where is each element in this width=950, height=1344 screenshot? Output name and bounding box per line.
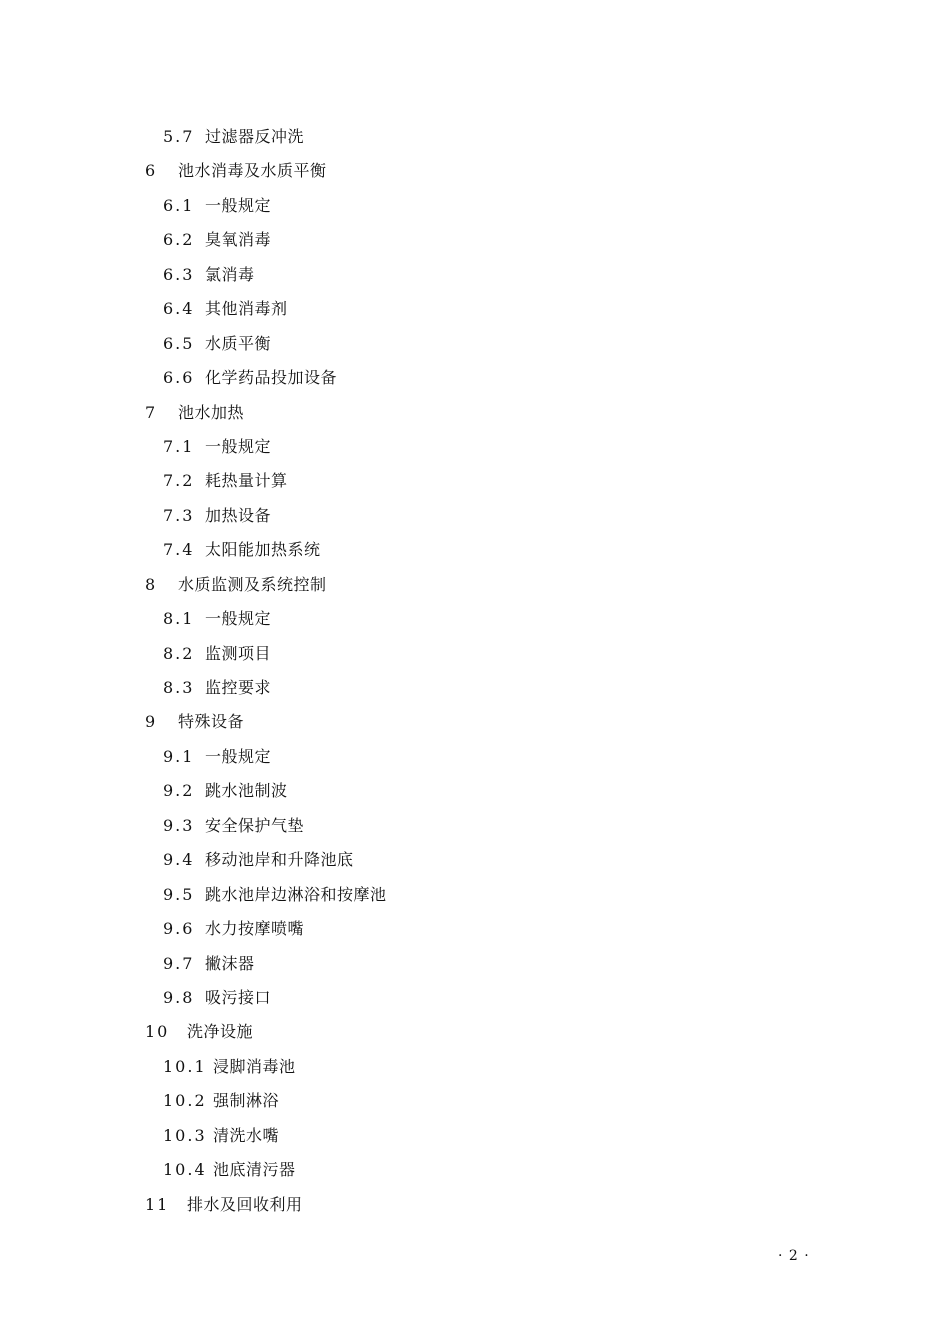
toc-number: 7.2 <box>163 471 195 491</box>
toc-entry <box>0 740 950 774</box>
toc-entry <box>0 464 950 498</box>
toc-title: 洗净设施 <box>187 1022 254 1042</box>
toc-title: 池底清污器 <box>213 1160 296 1180</box>
toc-number: 7.4 <box>163 540 195 560</box>
toc-number: 8 <box>145 574 158 594</box>
toc-entry <box>0 1084 950 1118</box>
toc-title: 池水消毒及水质平衡 <box>178 161 327 181</box>
toc-title: 化学药品投加设备 <box>205 368 338 388</box>
toc-number: 9.1 <box>163 746 195 766</box>
toc-title: 清洗水嘴 <box>213 1125 280 1145</box>
toc-number: 9.2 <box>163 781 195 801</box>
toc-title: 移动池岸和升降池底 <box>205 850 354 870</box>
toc-number: 10.4 <box>163 1160 207 1180</box>
toc-chapter <box>0 1188 950 1222</box>
toc-number: 6.3 <box>163 264 195 284</box>
toc-title: 浸脚消毒池 <box>213 1056 296 1076</box>
toc-number: 9.5 <box>163 884 195 904</box>
toc-title: 特殊设备 <box>178 712 245 732</box>
toc-number: 10 <box>145 1022 170 1042</box>
toc-title: 臭氧消毒 <box>205 230 272 250</box>
toc-entry <box>0 258 950 292</box>
toc-entry <box>0 671 950 705</box>
toc-title: 水力按摩喷嘴 <box>205 919 305 939</box>
toc-number: 10.2 <box>163 1091 207 1111</box>
toc-entry <box>0 774 950 808</box>
toc-entry <box>0 809 950 843</box>
toc-number: 6.4 <box>163 299 195 319</box>
toc-number: 7.3 <box>163 505 195 525</box>
toc-title: 排水及回收利用 <box>187 1194 303 1214</box>
toc-title: 强制淋浴 <box>213 1091 280 1111</box>
toc-chapter <box>0 705 950 739</box>
toc-number: 9.7 <box>163 953 195 973</box>
toc-entry <box>0 878 950 912</box>
toc-title: 池水加热 <box>178 402 245 422</box>
toc-number: 9.4 <box>163 850 195 870</box>
toc-title: 撇沫器 <box>205 953 255 973</box>
toc-entry <box>0 361 950 395</box>
toc-chapter <box>0 154 950 188</box>
toc-number: 10.3 <box>163 1125 207 1145</box>
toc-title: 一般规定 <box>205 436 272 456</box>
toc-title: 监控要求 <box>205 678 272 697</box>
toc-number: 5.7 <box>163 127 195 146</box>
toc-number: 8.1 <box>163 609 195 629</box>
toc-title: 加热设备 <box>205 505 272 525</box>
toc-entry <box>0 1153 950 1187</box>
toc-number: 10.1 <box>163 1056 207 1076</box>
toc-title: 跳水池制波 <box>205 781 288 801</box>
page-number: · 2 · <box>778 1248 810 1264</box>
toc-entry <box>0 499 950 533</box>
toc-number: 7.1 <box>163 436 195 456</box>
toc-entry <box>0 430 950 464</box>
toc-number: 9 <box>145 712 158 732</box>
toc-title: 水质平衡 <box>205 333 272 353</box>
toc-entry <box>0 637 950 671</box>
toc-number: 9.6 <box>163 919 195 939</box>
toc-number: 6.1 <box>163 195 195 215</box>
toc-chapter <box>0 1015 950 1049</box>
toc-entry <box>0 947 950 981</box>
toc-title: 耗热量计算 <box>205 471 288 491</box>
toc-entry <box>0 981 950 1015</box>
toc-title: 监测项目 <box>205 643 272 663</box>
toc-entry <box>0 912 950 946</box>
toc-number: 6.5 <box>163 333 195 353</box>
toc-title: 吸污接口 <box>205 987 272 1007</box>
toc-entry <box>0 223 950 257</box>
toc-entry <box>0 602 950 636</box>
toc-title: 一般规定 <box>205 609 272 629</box>
toc-number: 8.3 <box>163 678 195 697</box>
toc-number: 9.8 <box>163 987 195 1007</box>
toc-entry <box>0 189 950 223</box>
toc-chapter <box>0 396 950 430</box>
toc-number: 8.2 <box>163 643 195 663</box>
toc-title: 过滤器反冲洗 <box>205 127 305 146</box>
toc-title: 太阳能加热系统 <box>205 540 321 560</box>
toc-title: 其他消毒剂 <box>205 299 288 319</box>
toc-entry <box>0 1119 950 1153</box>
toc-entry <box>0 120 950 154</box>
toc-number: 6.6 <box>163 368 195 388</box>
toc-chapter <box>0 568 950 602</box>
toc-title: 一般规定 <box>205 195 272 215</box>
toc-number: 6 <box>145 161 158 181</box>
toc-title: 水质监测及系统控制 <box>178 574 327 594</box>
toc-number: 7 <box>145 402 158 422</box>
toc-entry <box>0 1050 950 1084</box>
toc-entry <box>0 327 950 361</box>
toc-title: 跳水池岸边淋浴和按摩池 <box>205 884 387 904</box>
toc-title: 氯消毒 <box>205 264 255 284</box>
toc-number: 11 <box>145 1194 170 1214</box>
toc-title: 一般规定 <box>205 746 272 766</box>
toc-entry <box>0 533 950 567</box>
toc-number: 9.3 <box>163 815 195 835</box>
toc-entry <box>0 843 950 877</box>
toc-title: 安全保护气垫 <box>205 815 305 835</box>
toc-entry <box>0 292 950 326</box>
toc-number: 6.2 <box>163 230 195 250</box>
table-of-contents <box>0 120 950 1222</box>
